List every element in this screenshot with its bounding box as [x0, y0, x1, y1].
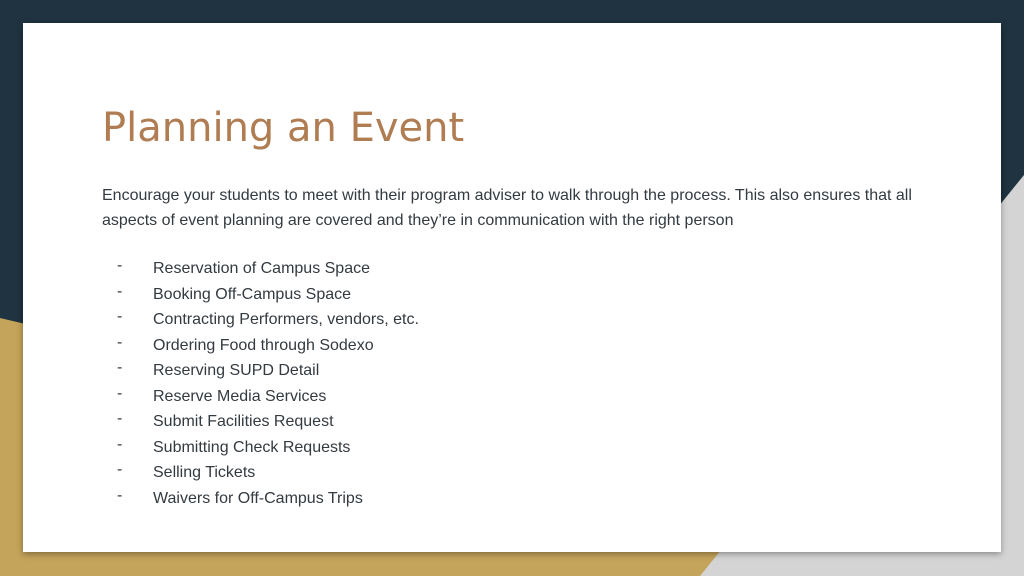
list-item-label: Reservation of Campus Space: [153, 260, 370, 277]
bullet-dash: -: [117, 359, 123, 376]
bullet-dash: -: [117, 461, 123, 478]
bullet-dash: -: [117, 486, 123, 504]
list-item-label: Ordering Food through Sodexo: [153, 336, 374, 354]
slide-card: [23, 23, 1001, 552]
list-item-label: Reserve Media Services: [153, 387, 327, 405]
list-item-label: Submitting Check Requests: [153, 438, 351, 456]
bullet-dash: -: [117, 308, 123, 325]
slide-title: Planning an Event: [102, 105, 465, 151]
list-item-label: Booking Off-Campus Space: [153, 285, 352, 303]
bullet-dash: -: [117, 384, 123, 402]
bullet-dash: -: [117, 333, 123, 351]
intro-paragraph: Encourage your students to meet with their program adviser to walk through the process. This also ensures that all aspects of event planning are covered and they’re in communication with the right person: [102, 187, 912, 229]
bullet-dash: -: [117, 435, 123, 453]
bullet-dash: -: [117, 282, 123, 300]
list-item-label: Waivers for Off-Campus Trips: [153, 489, 363, 507]
bullet-dash: -: [117, 257, 123, 274]
list-item-label: Submit Facilities Request: [153, 413, 334, 430]
list-item-label: Selling Tickets: [153, 464, 256, 481]
list-item-label: Contracting Performers, vendors, etc.: [153, 311, 419, 328]
list-item-label: Reserving SUPD Detail: [153, 362, 320, 379]
bullet-dash: -: [117, 410, 123, 427]
